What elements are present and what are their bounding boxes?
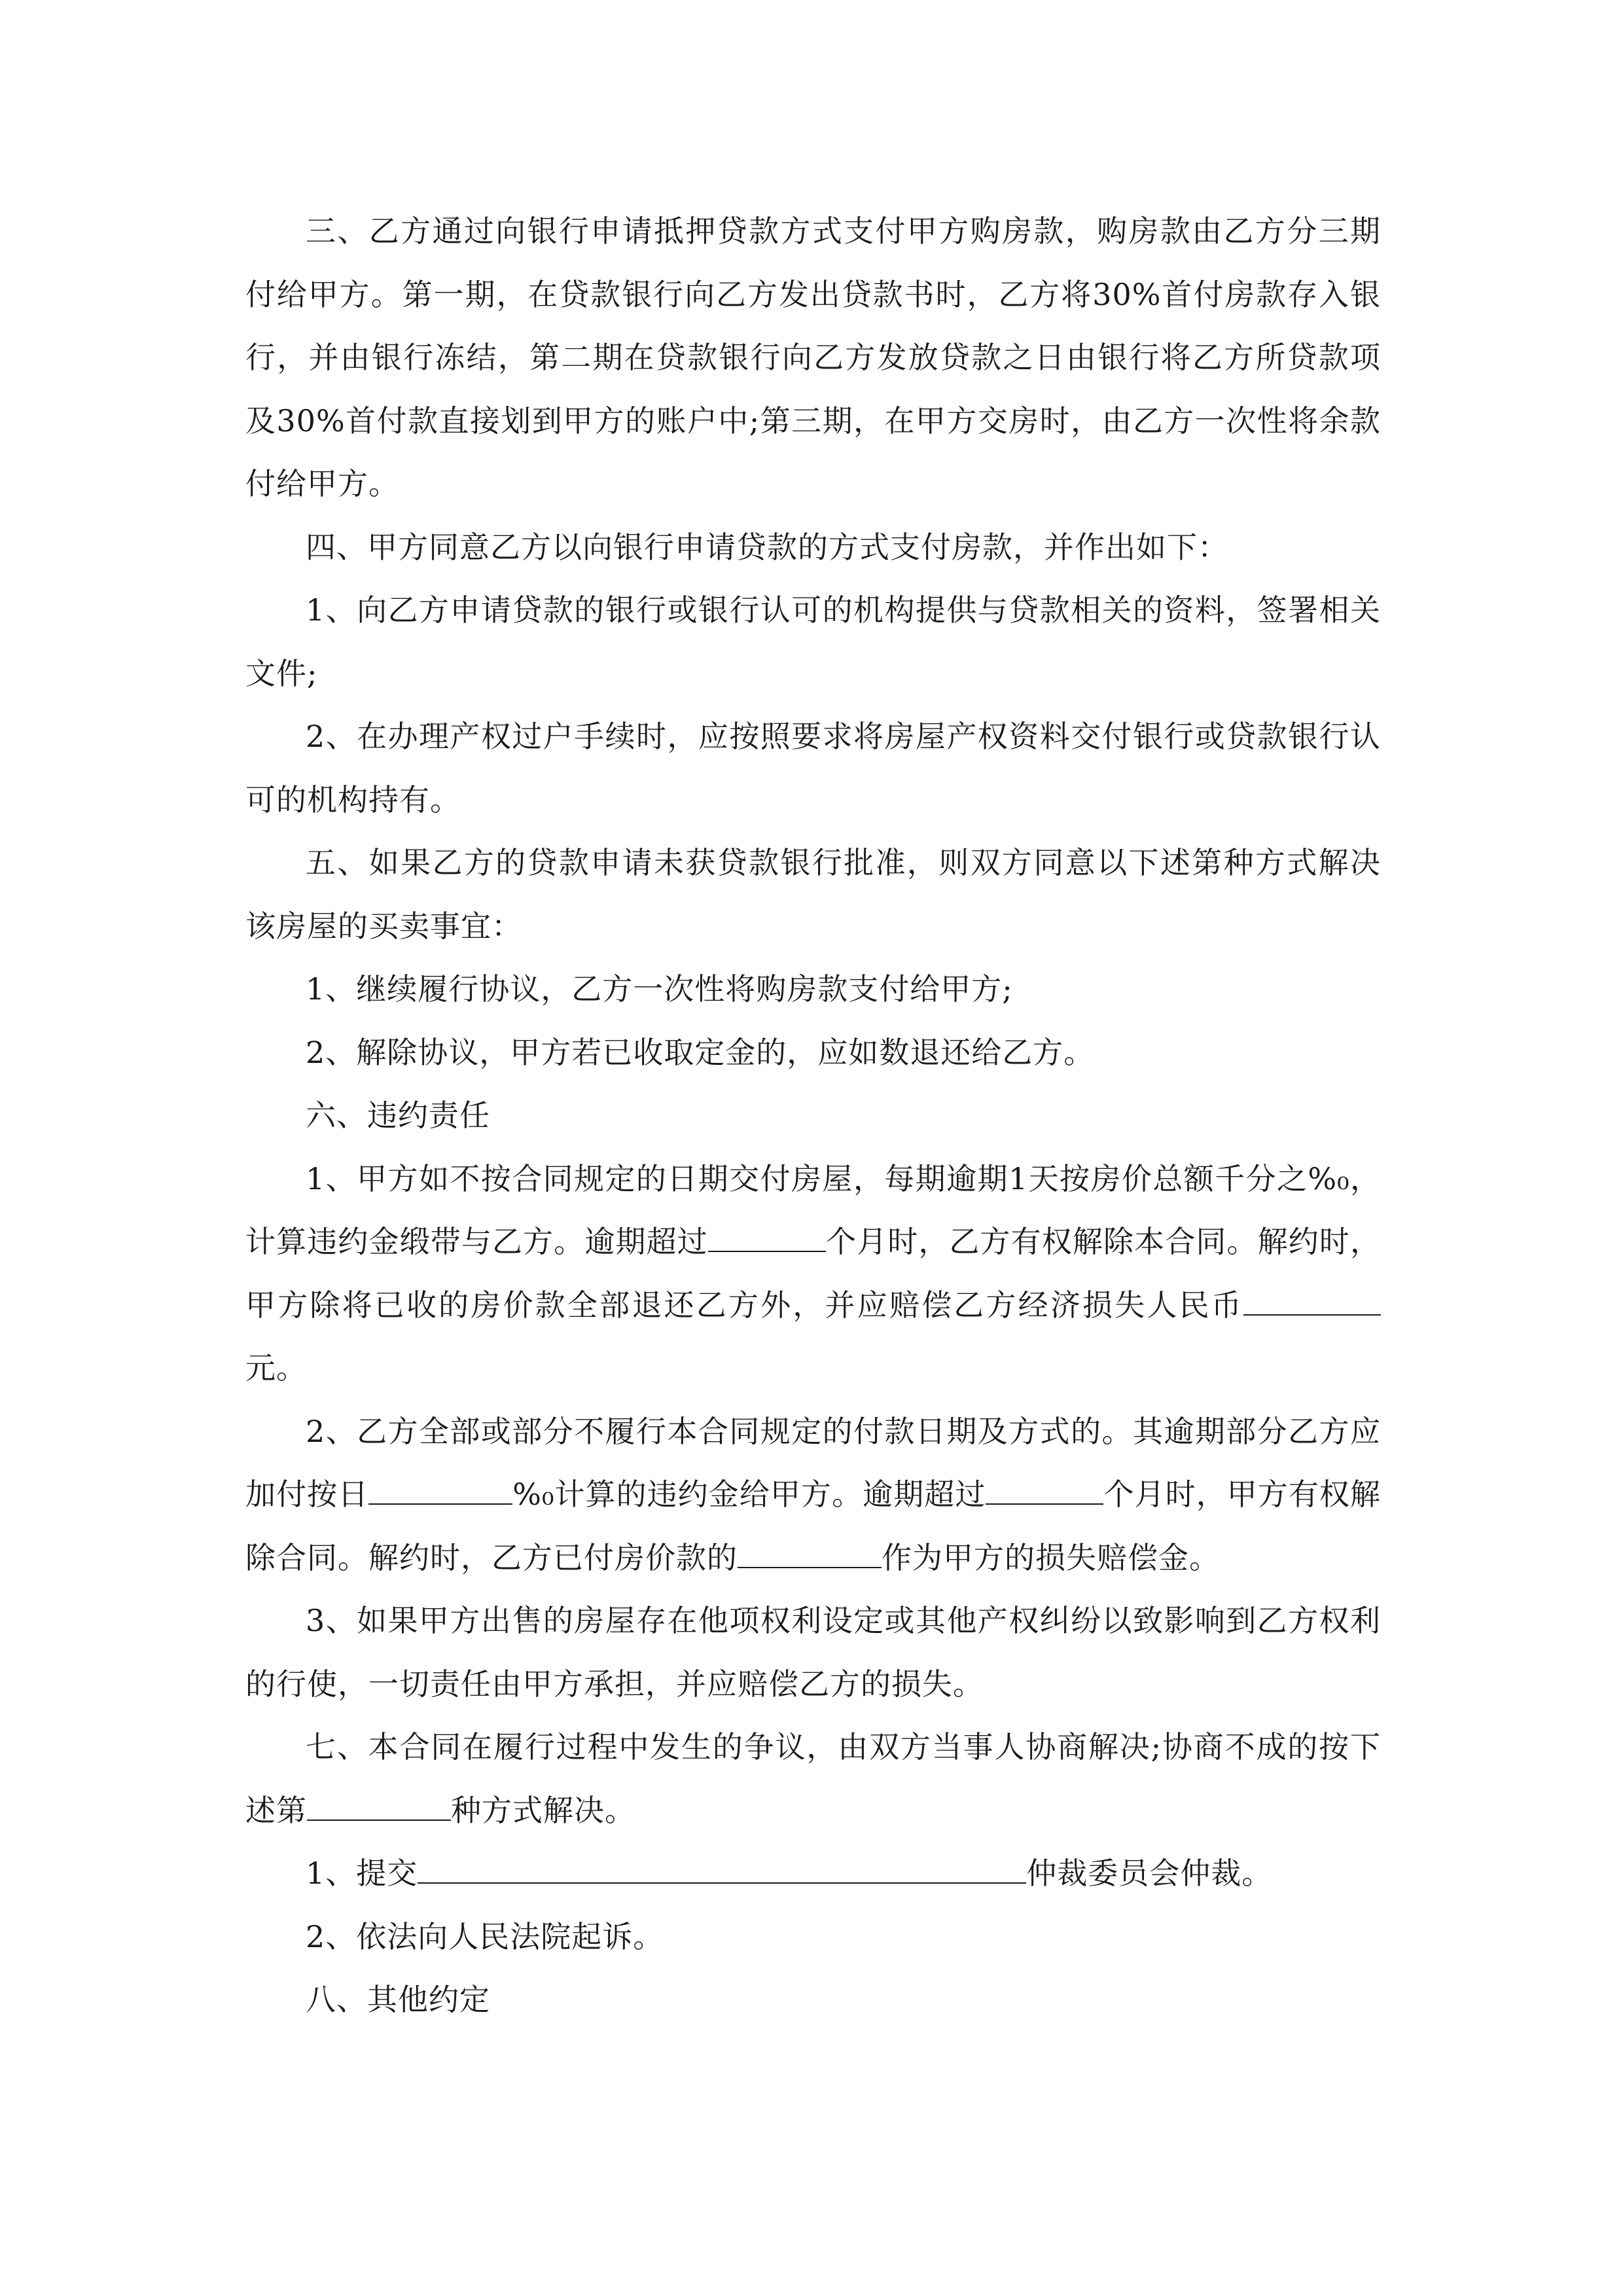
overdue-months-blank[interactable]	[708, 1225, 826, 1252]
clause-7-item-1-text-a: 1、提交	[306, 1856, 418, 1891]
clause-5-item-2: 2、解除协议，甲方若已收取定金的，应如数退还给乙方。	[306, 1034, 1095, 1070]
clause-6-item-1	[245, 1147, 1381, 1400]
clause-7-dispute	[245, 1715, 1381, 1842]
clause-6-heading: 六、违约责任	[306, 1098, 490, 1133]
clause-6-item-2-text-b: %₀计算的违约金给甲方。逾期超过	[512, 1477, 986, 1512]
paid-amount-portion-blank[interactable]	[738, 1541, 882, 1568]
clause-6-item-2	[245, 1400, 1381, 1590]
clause-5-item-1: 1、继续履行协议，乙方一次性将购房款支付给甲方;	[306, 971, 1013, 1007]
clause-5-heading: 五、如果乙方的贷款申请未获贷款银行批准，则双方同意以下述第种方式解决该房屋的买卖事宜：	[245, 845, 1381, 944]
dispute-method-blank[interactable]	[307, 1793, 451, 1821]
clause-6-item-2-text-d: 作为甲方的损失赔偿金。	[882, 1539, 1220, 1575]
clause-6-item-2-text-c: 个月时，甲方有权解除合同。解约时，乙方已付房价款的	[245, 1477, 1381, 1575]
clause-6-item-2-text-a: 2、乙方全部或部分不履行本合同规定的付款日期及方式的。其逾期部分乙方应加付按日	[245, 1413, 1381, 1512]
clause-6-item-3: 3、如果甲方出售的房屋存在他项权利设定或其他产权纠纷以致影响到乙方权利的行使，一切责任由甲方承担，并应赔偿乙方的损失。	[245, 1603, 1381, 1702]
clause-7-item-1	[245, 1842, 1381, 1905]
clause-4-heading: 四、甲方同意乙方以向银行申请贷款的方式支付房款，并作出如下：	[306, 529, 1228, 565]
clause-6-item-1-text-c: 元。	[245, 1350, 307, 1386]
clause-4-item-2: 2、在办理产权过户手续时，应按照要求将房屋产权资料交付银行或贷款银行认可的机构持有。	[245, 719, 1381, 817]
overdue-months-blank-2[interactable]	[986, 1477, 1103, 1505]
compensation-amount-blank[interactable]	[1243, 1288, 1381, 1316]
clause-7-text-b: 种方式解决。	[451, 1792, 635, 1828]
arbitration-committee-blank[interactable]	[418, 1856, 1026, 1884]
clause-7-item-1-text-b: 仲裁委员会仲裁。	[1026, 1856, 1273, 1891]
clause-3-payment-method: 三、乙方通过向银行申请抵押贷款方式支付甲方购房款，购房款由乙方分三期付给甲方。第一期，在贷款银行向乙方发出贷款书时，乙方将30%首付房款存入银行，并由银行冻结，第二期在贷款银行向乙方发放贷款之日由银行将乙方所贷款项及30%首付款直接划到甲方的账户中;第三期，在甲方交房时，由乙方一次性将余款付给甲方。	[245, 213, 1381, 501]
clause-8-heading: 八、其他约定	[306, 1982, 490, 2017]
clause-6-item-1-text-a: 1、甲方如不按合同规定的日期交付房屋，每期逾期1天按房价总额千分之%₀，计算违约金缎带与乙方。逾期超过	[245, 1160, 1381, 1259]
clause-6-item-1-text-b: 个月时，乙方有权解除本合同。解约时，甲方除将已收的房价款全部退还乙方外，并应赔偿乙方经济损失人民币	[245, 1224, 1382, 1323]
clause-4-item-1: 1、向乙方申请贷款的银行或银行认可的机构提供与贷款相关的资料，签署相关文件;	[245, 592, 1381, 691]
document-body	[245, 200, 1381, 2032]
daily-penalty-rate-blank[interactable]	[368, 1477, 512, 1505]
clause-7-item-2: 2、依法向人民法院起诉。	[306, 1918, 664, 1954]
clause-7-text-a: 七、本合同在履行过程中发生的争议，由双方当事人协商解决;协商不成的按下述第	[245, 1729, 1381, 1828]
